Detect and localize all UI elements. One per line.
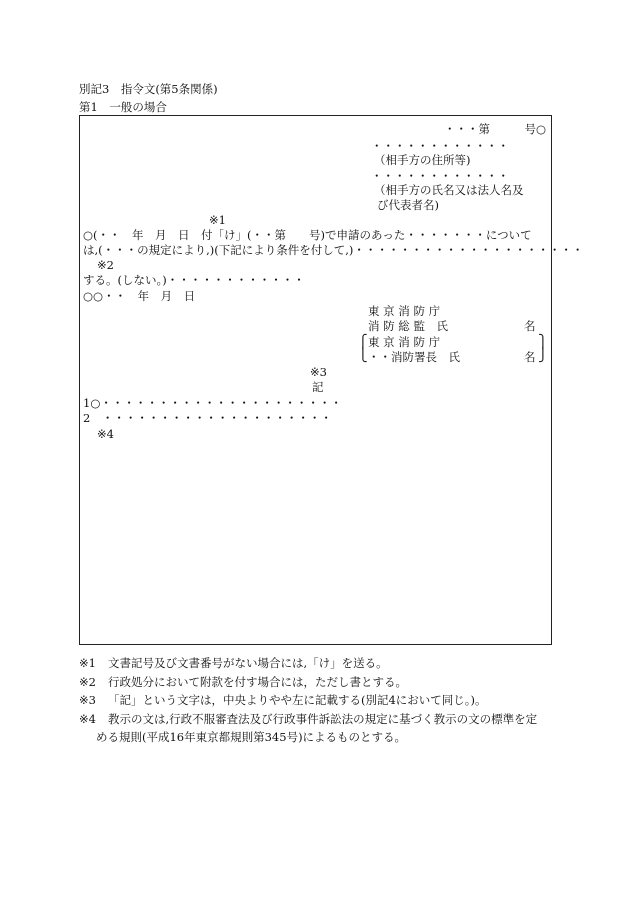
name-label-line1: （相手方の氏名又は法人名及: [374, 183, 524, 197]
address-label: （相手方の住所等): [374, 153, 471, 167]
note3-marker: ※3: [310, 365, 327, 379]
body-line1: ○(・・ 年 月 日 付「け」(・・第 号)で申請のあった・・・・・・・について: [83, 228, 532, 242]
footnote-mark: ※4: [79, 712, 96, 726]
note2-marker: ※2: [97, 258, 114, 272]
section-heading: 第1 一般の場合: [79, 100, 167, 114]
issuer2-org: 東 京 消 防 庁: [368, 335, 441, 349]
doc-number: ・・・第 号○: [444, 122, 547, 136]
footnote-text: 行政処分において附款を付す場合には，ただし書とする。: [108, 675, 407, 689]
footnote-mark: ※1: [79, 656, 96, 670]
item-1: 1○・・・・・・・・・・・・・・・・・・・・・: [83, 396, 342, 410]
footnote-mark: ※2: [79, 675, 96, 689]
address-dots: ・・・・・・・・・・・・: [371, 139, 509, 153]
footnote-text: 「記」という文字は，中央よりやや左に記載する(別記4において同じ。)。: [108, 693, 487, 707]
issuer2-title: ・・消防署長 氏: [368, 350, 460, 364]
right-brace-top: ⎫: [538, 335, 548, 350]
footnote-text: 文書記号及び文書番号がない場合には,「け」を送る。: [108, 656, 388, 670]
name-label-line2: び代表者名): [377, 198, 439, 212]
appendix-title: 別記3 指令文(第5条関係): [79, 82, 218, 96]
item-2: 2 ・・・・・・・・・・・・・・・・・・・・: [83, 411, 332, 425]
ki-heading: 記: [312, 380, 324, 394]
issuer1-name-end: 名: [524, 319, 536, 333]
name-dots: ・・・・・・・・・・・・: [371, 169, 509, 183]
body-line3: する。(しない。)・・・・・・・・・・・・: [83, 273, 305, 287]
footnote-text: 教示の文は,行政不服審査法及び行政事件訴訟法の規定に基づく教示の文の標準を定: [108, 712, 538, 726]
note4-marker: ※4: [97, 427, 114, 441]
issuer2-name-end: 名: [524, 350, 536, 364]
body-line2: は,(・・・の規定により,)(下記により条件を付して,)・・・・・・・・・・・・・・・・・・・・: [83, 243, 584, 257]
issuer1-org: 東 京 消 防 庁: [368, 304, 441, 318]
issuer1-title: 消 防 総 監 氏: [368, 319, 448, 333]
date-line: ○○・・ 年 月 日: [83, 289, 196, 303]
footnote-text-continued: める規則(平成16年東京都規則第345号)によるものとする。: [96, 730, 407, 744]
note1-marker: ※1: [209, 213, 226, 227]
footnote-mark: ※3: [79, 693, 96, 707]
left-brace-top: ⎧: [358, 335, 368, 350]
right-brace-bottom: ⎭: [538, 348, 548, 363]
left-brace-bottom: ⎩: [358, 348, 368, 363]
